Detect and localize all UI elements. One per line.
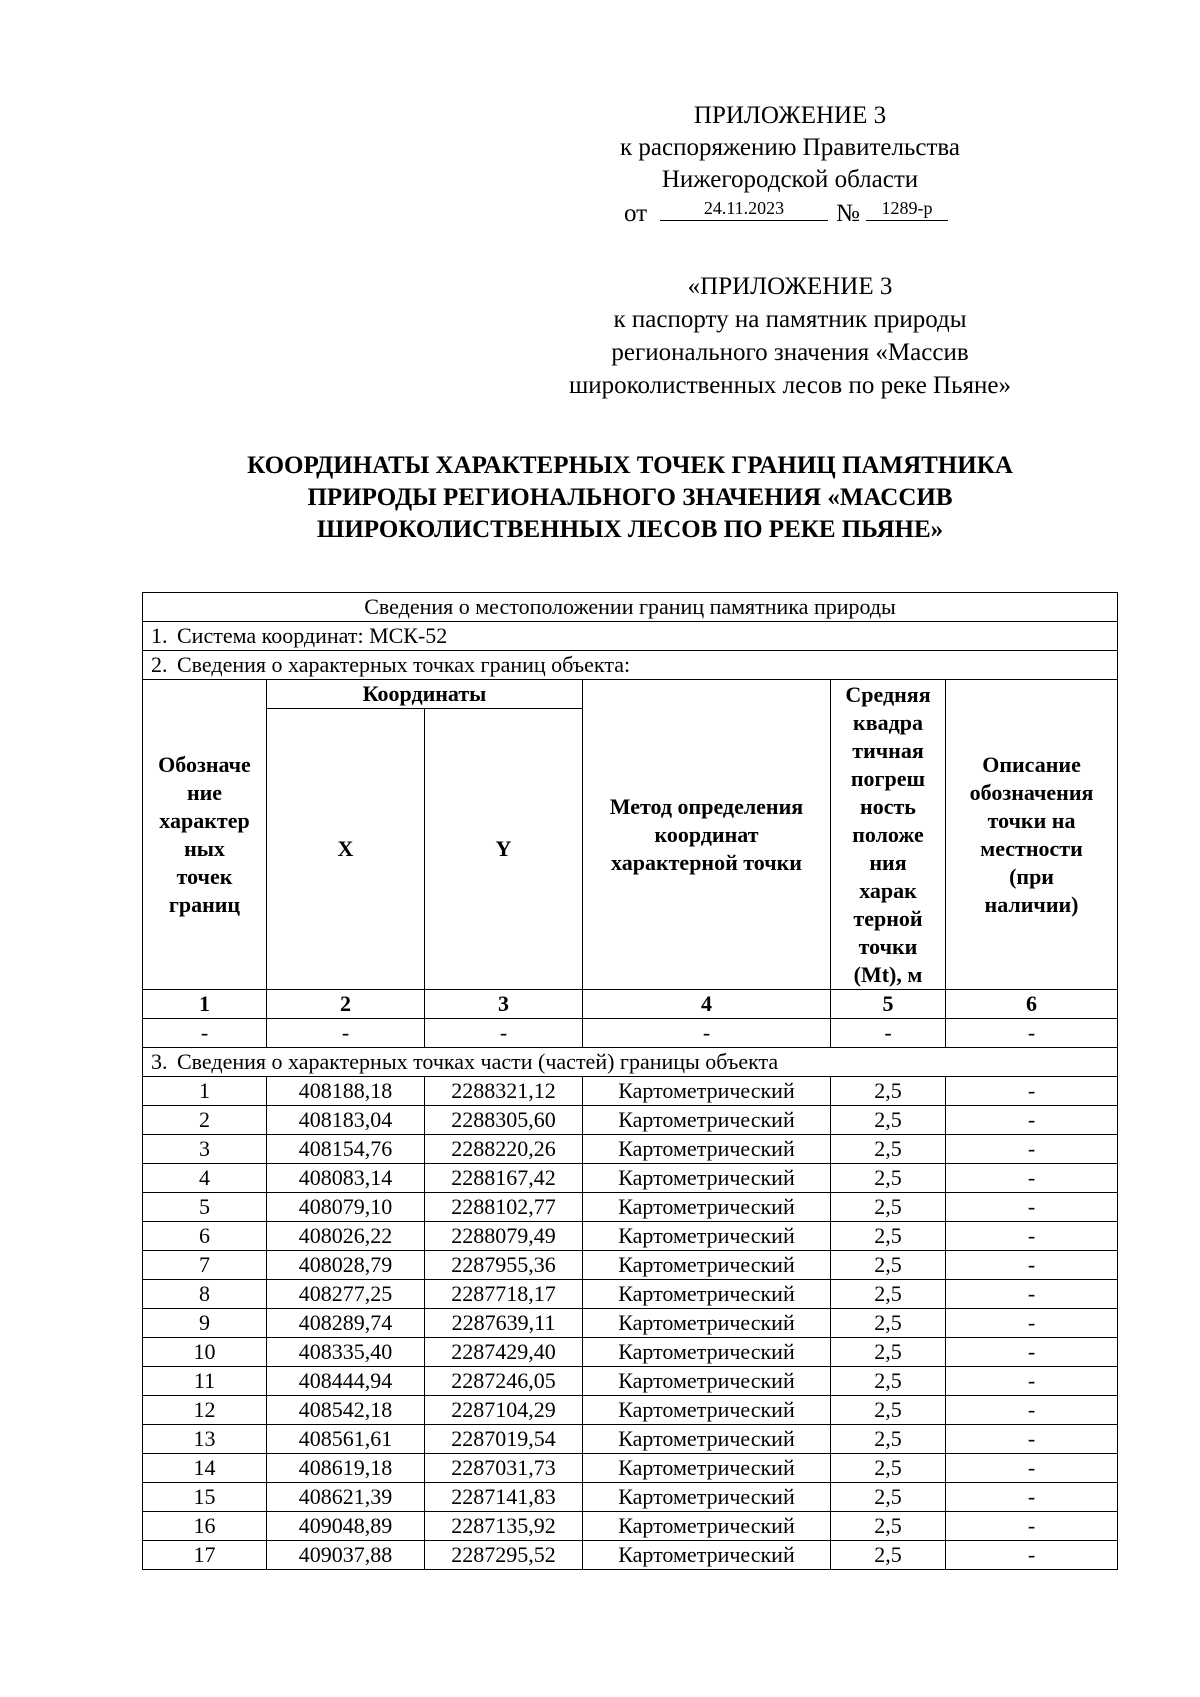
table-row — [143, 1309, 1118, 1338]
header-designation — [143, 680, 267, 990]
table-cell: 2,5 — [831, 1106, 946, 1135]
table-cell: 2287135,92 — [425, 1512, 583, 1541]
table-cell: 12 — [143, 1396, 267, 1425]
table-row — [143, 1135, 1118, 1164]
table-cell: Картометрический — [583, 1280, 831, 1309]
header-error — [831, 680, 946, 990]
table-cell: - — [946, 1454, 1118, 1483]
table-cell: 2287104,29 — [425, 1396, 583, 1425]
section-2-row — [143, 651, 1118, 680]
table-cell: Картометрический — [583, 1077, 831, 1106]
table-row — [143, 1367, 1118, 1396]
table-cell: 2,5 — [831, 1425, 946, 1454]
header-coordinates: Координаты — [267, 680, 583, 709]
table-row — [143, 1396, 1118, 1425]
table-cell: 2288079,49 — [425, 1222, 583, 1251]
table-cell: 2,5 — [831, 1251, 946, 1280]
table-row — [143, 1483, 1118, 1512]
table-cell: - — [946, 1367, 1118, 1396]
table-cell: 2,5 — [831, 1222, 946, 1251]
appendix-title: ПРИЛОЖЕНИЕ 3 — [693, 102, 887, 129]
section-text: Система координат: МСК-52 — [177, 623, 448, 648]
table-cell: Картометрический — [583, 1512, 831, 1541]
section-text: Сведения о характерных точках части (частей) границы объекта — [177, 1049, 779, 1074]
table-cell: - — [946, 1512, 1118, 1541]
table-cell: - — [946, 1077, 1118, 1106]
header-line: характерной точки — [611, 849, 802, 875]
table-cell: 408289,74 — [267, 1309, 425, 1338]
passport-line-1: к паспорту на памятник природы — [613, 306, 967, 333]
table-cell: - — [946, 1425, 1118, 1454]
table-cell: 2288167,42 — [425, 1164, 583, 1193]
header-line: Средняя — [845, 681, 931, 707]
table-row — [143, 1541, 1118, 1570]
table-row — [143, 1512, 1118, 1541]
table-cell: 408083,14 — [267, 1164, 425, 1193]
table-cell: 2,5 — [831, 1512, 946, 1541]
header-line: харак — [859, 877, 917, 903]
table-cell: - — [946, 1222, 1118, 1251]
table-cell: - — [583, 1019, 831, 1048]
table-cell: - — [946, 1135, 1118, 1164]
section-number: 1. — [151, 623, 168, 648]
table-cell: 14 — [143, 1454, 267, 1483]
table-cell: 408026,22 — [267, 1222, 425, 1251]
table-cell: 6 — [946, 990, 1118, 1019]
table-cell: Картометрический — [583, 1193, 831, 1222]
table-cell: Картометрический — [583, 1309, 831, 1338]
table-cell: - — [946, 1541, 1118, 1570]
table-cell: - — [946, 1019, 1118, 1048]
table-cell: 2,5 — [831, 1454, 946, 1483]
header-line: наличии) — [984, 891, 1079, 917]
table-cell: 2287955,36 — [425, 1251, 583, 1280]
table-row — [143, 1193, 1118, 1222]
from-label: от — [624, 200, 648, 227]
table-cell: 2287141,83 — [425, 1483, 583, 1512]
table-cell: 408154,76 — [267, 1135, 425, 1164]
table-cell: Картометрический — [583, 1483, 831, 1512]
section-3-row — [143, 1048, 1118, 1077]
table-cell: 3 — [425, 990, 583, 1019]
table-cell: 2,5 — [831, 1483, 946, 1512]
table-cell: 2287019,54 — [425, 1425, 583, 1454]
table-cell: Картометрический — [583, 1454, 831, 1483]
empty-points-row — [143, 1019, 1118, 1048]
table-cell: 9 — [143, 1309, 267, 1338]
table-cell: 2,5 — [831, 1367, 946, 1396]
header-line: точек — [176, 863, 233, 889]
table-cell: 5 — [143, 1193, 267, 1222]
section-1-row — [143, 622, 1118, 651]
header-line: Обозначе — [158, 751, 251, 777]
table-cell: - — [946, 1251, 1118, 1280]
table-cell: 408188,18 — [267, 1077, 425, 1106]
table-cell: 2,5 — [831, 1193, 946, 1222]
table-cell: 409048,89 — [267, 1512, 425, 1541]
header-line: тичная — [852, 737, 924, 763]
header-method — [583, 680, 831, 990]
table-cell: Картометрический — [583, 1106, 831, 1135]
table-cell: 2 — [143, 1106, 267, 1135]
table-cell: 408277,25 — [267, 1280, 425, 1309]
header-line: ность — [860, 793, 916, 819]
table-cell: 2 — [267, 990, 425, 1019]
header-line: координат — [654, 821, 759, 847]
table-cell: 4 — [583, 990, 831, 1019]
header-line: обозначения — [969, 779, 1094, 805]
table-cell: - — [946, 1338, 1118, 1367]
table-cell: Картометрический — [583, 1396, 831, 1425]
table-cell: Картометрический — [583, 1367, 831, 1396]
section-text: Сведения о характерных точках границ объекта: — [177, 652, 631, 677]
document-number: 1289-р — [866, 196, 948, 221]
table-cell: 2288220,26 — [425, 1135, 583, 1164]
heading-line-3: ШИРОКОЛИСТВЕННЫХ ЛЕСОВ ПО РЕКЕ ПЬЯНЕ» — [316, 516, 944, 543]
table-cell: - — [143, 1019, 267, 1048]
header-y: Y — [425, 709, 583, 990]
table-cell: 3 — [143, 1135, 267, 1164]
table-cell: 13 — [143, 1425, 267, 1454]
table-row — [143, 1077, 1118, 1106]
table-cell: 408183,04 — [267, 1106, 425, 1135]
table-cell: Картометрический — [583, 1135, 831, 1164]
header-line: ных — [184, 835, 225, 861]
number-sign: № — [836, 200, 860, 227]
table-cell: 10 — [143, 1338, 267, 1367]
table-cell: - — [425, 1019, 583, 1048]
table-cell: - — [946, 1396, 1118, 1425]
table-cell: 2287031,73 — [425, 1454, 583, 1483]
table-cell: 2,5 — [831, 1280, 946, 1309]
table-cell: 408444,94 — [267, 1367, 425, 1396]
header-line: положе — [852, 821, 924, 847]
table-cell: 2287639,11 — [425, 1309, 583, 1338]
table-cell: 2,5 — [831, 1338, 946, 1367]
table-cell: - — [267, 1019, 425, 1048]
heading-line-1: КООРДИНАТЫ ХАРАКТЕРНЫХ ТОЧЕК ГРАНИЦ ПАМЯТНИКА — [247, 452, 1013, 479]
table-cell: - — [946, 1164, 1118, 1193]
header-line: ния — [869, 849, 907, 875]
points-body — [143, 1077, 1118, 1570]
header-line: местности — [980, 835, 1083, 861]
header-x: X — [267, 709, 425, 990]
appendix-block — [520, 100, 1060, 230]
table-cell: 2288102,77 — [425, 1193, 583, 1222]
header-line: терной — [853, 905, 923, 931]
table-cell: 7 — [143, 1251, 267, 1280]
table-cell: 1 — [143, 1077, 267, 1106]
header-line: Описание — [982, 751, 1081, 777]
table-cell: 2,5 — [831, 1164, 946, 1193]
document-heading — [140, 450, 1120, 546]
table-cell: Картометрический — [583, 1541, 831, 1570]
table-cell: 2288321,12 — [425, 1077, 583, 1106]
table-cell: Картометрический — [583, 1425, 831, 1454]
header-line: погреш — [850, 765, 926, 791]
appendix-date-line — [520, 196, 1060, 230]
header-line: (при — [1009, 863, 1054, 889]
table-cell: 409037,88 — [267, 1541, 425, 1570]
table-cell: 17 — [143, 1541, 267, 1570]
table-cell: - — [946, 1106, 1118, 1135]
header-line: квадра — [853, 709, 923, 735]
section-number: 2. — [151, 652, 168, 677]
table-cell: 408335,40 — [267, 1338, 425, 1367]
table-cell: 2,5 — [831, 1541, 946, 1570]
passport-line-2: регионального значения «Массив — [611, 339, 969, 366]
header-line: точки — [858, 933, 918, 959]
table-cell: 2,5 — [831, 1135, 946, 1164]
table-cell: 2287429,40 — [425, 1338, 583, 1367]
table-row — [143, 1222, 1118, 1251]
table-cell: - — [946, 1309, 1118, 1338]
table-cell: 6 — [143, 1222, 267, 1251]
table-row — [143, 1338, 1118, 1367]
header-line: (Mt), м — [853, 961, 923, 987]
document-date: 24.11.2023 — [660, 196, 828, 221]
table-cell: Картометрический — [583, 1164, 831, 1193]
appendix-line-2: Нижегородской области — [661, 166, 919, 193]
heading-line-2: ПРИРОДЫ РЕГИОНАЛЬНОГО ЗНАЧЕНИЯ «МАССИВ — [307, 484, 953, 511]
table-cell: Картометрический — [583, 1251, 831, 1280]
table-cell: Картометрический — [583, 1338, 831, 1367]
table-row — [143, 1164, 1118, 1193]
table-cell: 408028,79 — [267, 1251, 425, 1280]
table-caption: Сведения о местоположении границ памятника природы — [143, 593, 1118, 622]
table-cell: 408079,10 — [267, 1193, 425, 1222]
table-cell: 2,5 — [831, 1396, 946, 1425]
table-cell: 408561,61 — [267, 1425, 425, 1454]
table-cell: 2287295,52 — [425, 1541, 583, 1570]
coordinates-table — [142, 592, 1118, 1570]
table-cell: - — [946, 1280, 1118, 1309]
table-cell: 2,5 — [831, 1077, 946, 1106]
table-cell: 8 — [143, 1280, 267, 1309]
table-cell: 2287718,17 — [425, 1280, 583, 1309]
table-cell: 408621,39 — [267, 1483, 425, 1512]
section-number: 3. — [151, 1049, 168, 1074]
table-cell: 11 — [143, 1367, 267, 1396]
table-cell: - — [946, 1193, 1118, 1222]
table-cell: 16 — [143, 1512, 267, 1541]
header-line: характер — [159, 807, 250, 833]
appendix-line-1: к распоряжению Правительства — [619, 134, 960, 161]
header-line: точки на — [987, 807, 1076, 833]
passport-title: «ПРИЛОЖЕНИЕ 3 — [687, 273, 893, 300]
table-cell: 2288305,60 — [425, 1106, 583, 1135]
column-numbers-row — [143, 990, 1118, 1019]
table-cell: 4 — [143, 1164, 267, 1193]
header-line: ние — [186, 779, 223, 805]
table-cell: 15 — [143, 1483, 267, 1512]
table-cell: - — [946, 1483, 1118, 1512]
header-description — [946, 680, 1118, 990]
passport-line-3: широколиственных лесов по реке Пьяне» — [569, 372, 1011, 399]
table-cell: 2,5 — [831, 1309, 946, 1338]
header-line: границ — [168, 891, 241, 917]
table-cell: Картометрический — [583, 1222, 831, 1251]
table-row — [143, 1454, 1118, 1483]
header-line: Метод определения — [609, 793, 804, 819]
table-row — [143, 1425, 1118, 1454]
table-cell: 408542,18 — [267, 1396, 425, 1425]
table-cell: 1 — [143, 990, 267, 1019]
passport-appendix-block — [520, 270, 1060, 402]
table-cell: - — [831, 1019, 946, 1048]
table-row — [143, 1251, 1118, 1280]
table-cell: 408619,18 — [267, 1454, 425, 1483]
table-cell: 5 — [831, 990, 946, 1019]
table-cell: 2287246,05 — [425, 1367, 583, 1396]
table-row — [143, 1280, 1118, 1309]
table-row — [143, 1106, 1118, 1135]
